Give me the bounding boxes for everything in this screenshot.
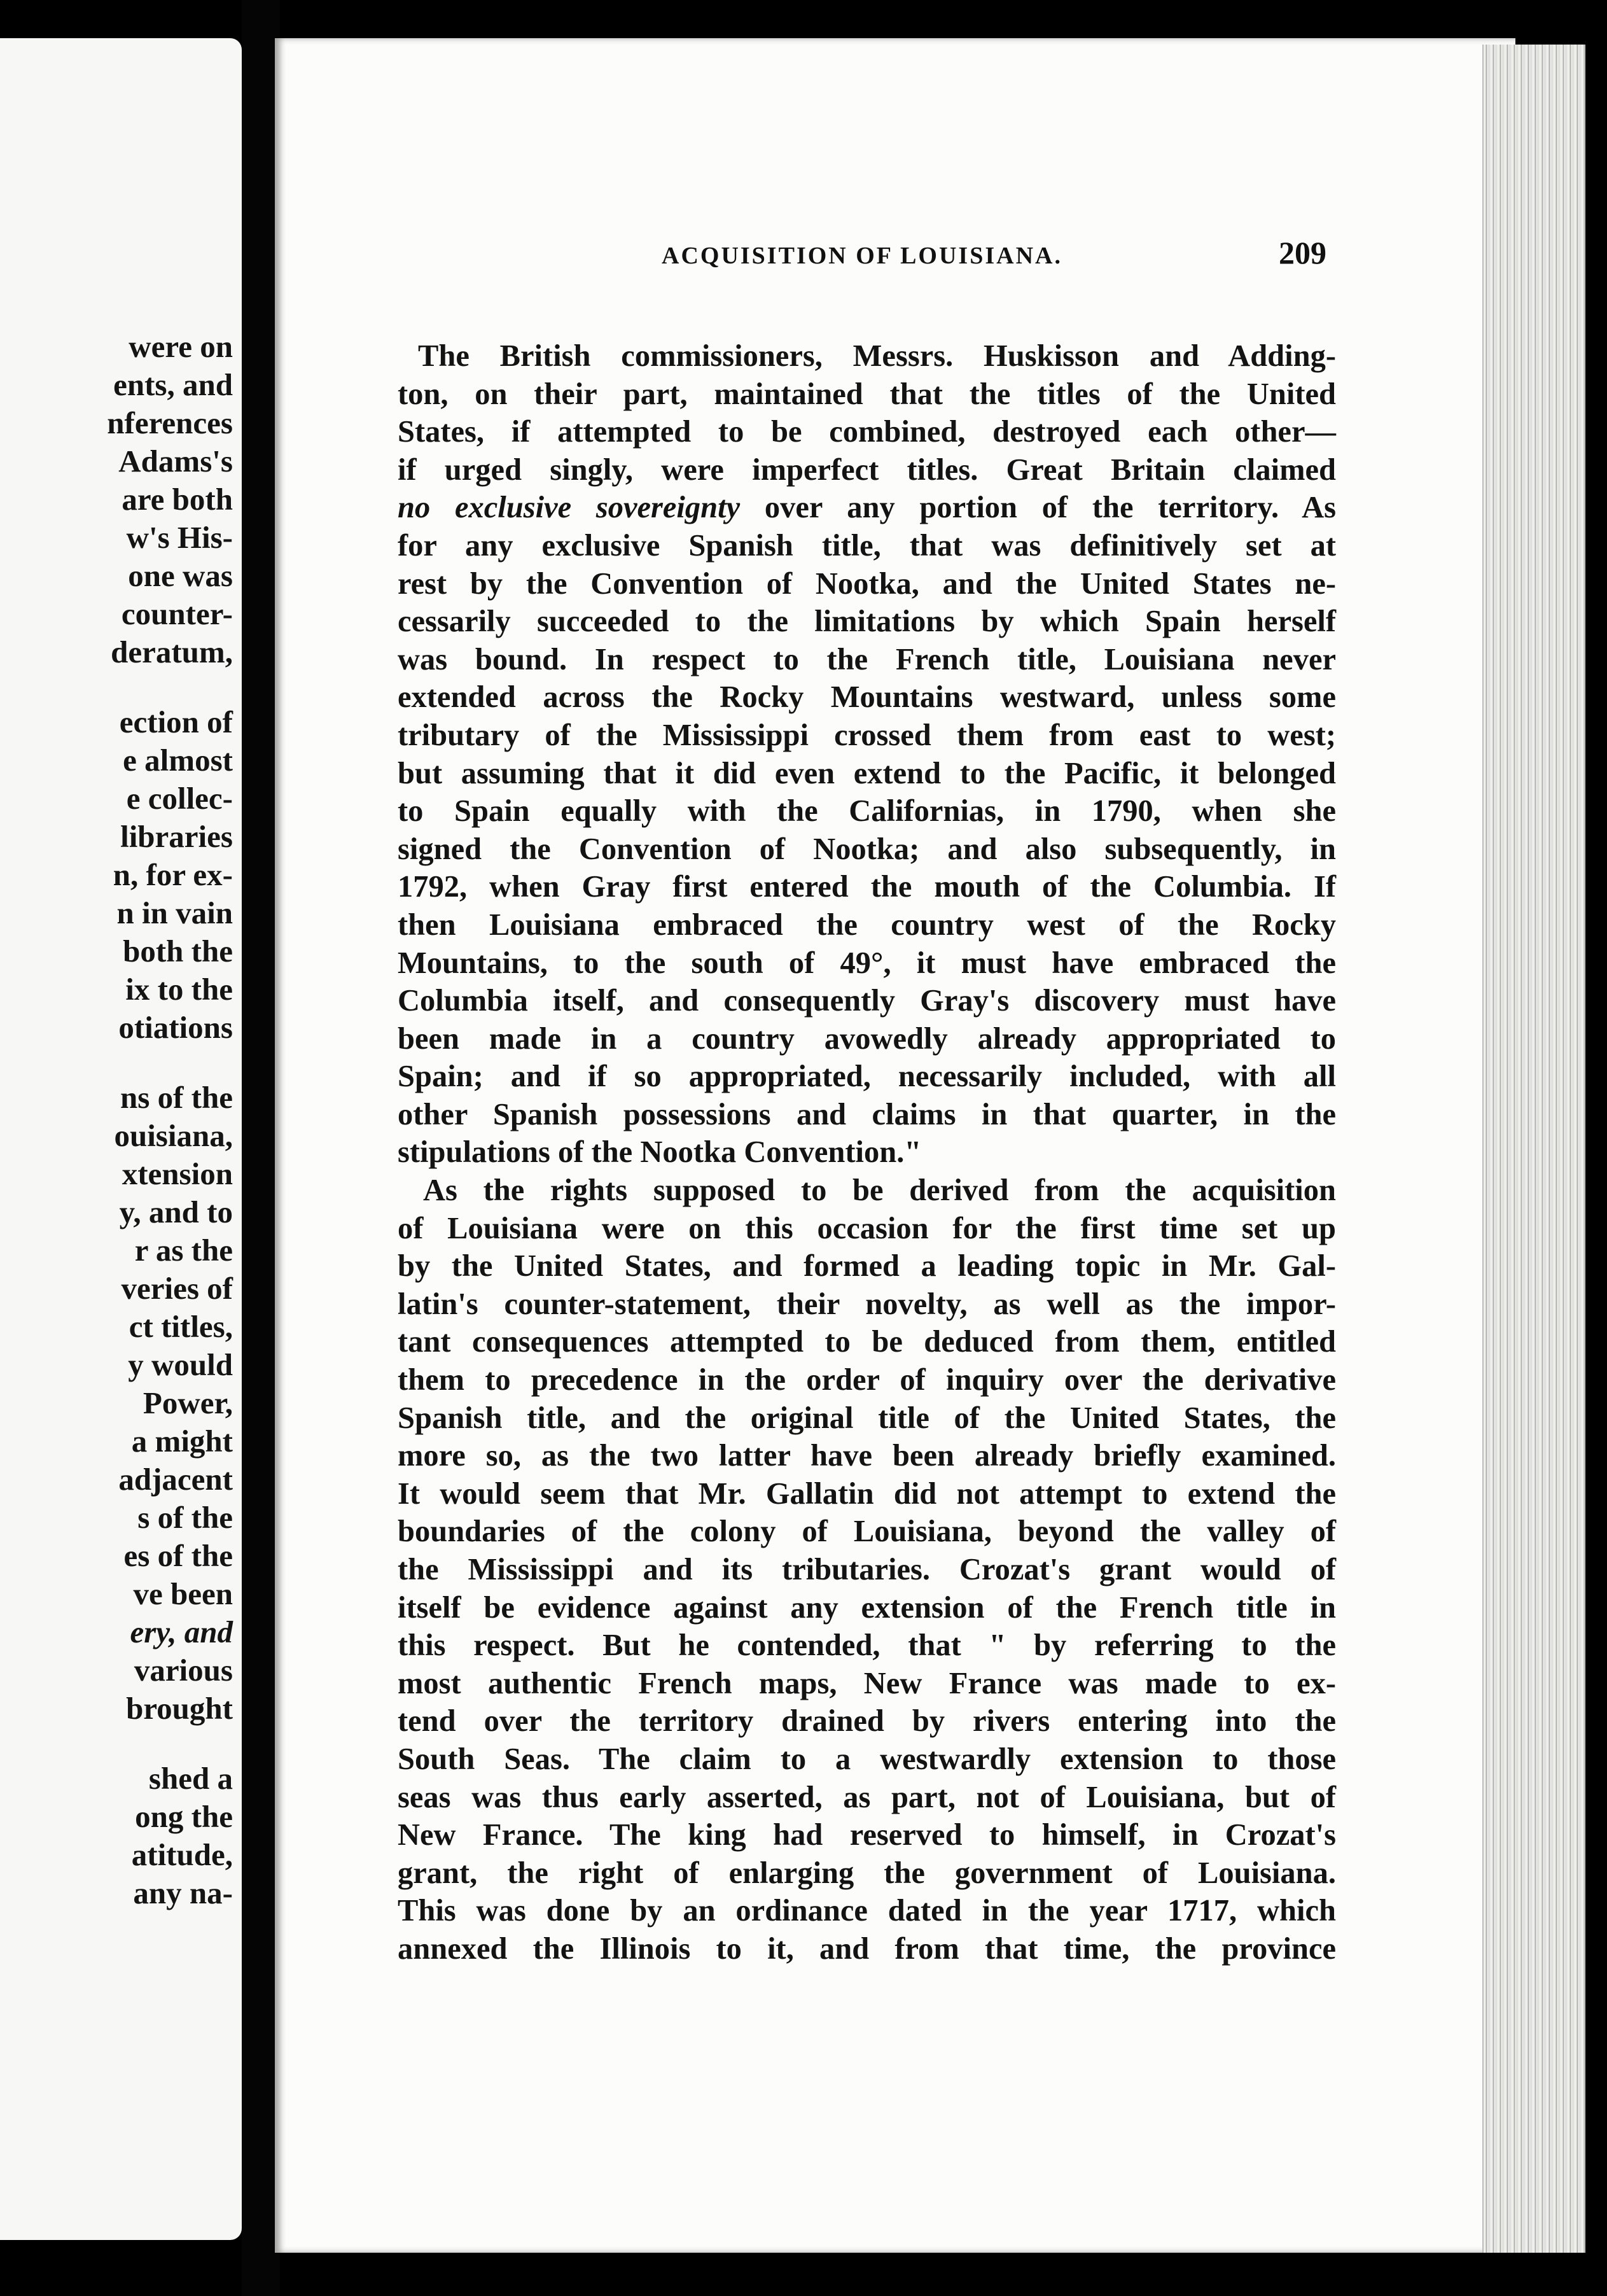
body-line: the Mississippi and its tributaries. Crozat's grant would of	[398, 1553, 1336, 1586]
body-line: most authentic French maps, New France was made to ex-	[398, 1666, 1336, 1700]
left-page-line: ouisiana,	[114, 1118, 233, 1153]
body-line: annexed the Illinois to it, and from that time, the province	[398, 1931, 1336, 1966]
left-page-line: Adams's	[118, 444, 233, 479]
left-page-line: es of the	[123, 1538, 233, 1573]
body-line: This was done by an ordinance dated in the year 1717, which	[398, 1894, 1336, 1928]
left-page-line: nferences	[107, 405, 233, 440]
body-line: ton, on their part, maintained that the titles of the United	[398, 377, 1336, 411]
left-page-line: xtension	[122, 1156, 233, 1191]
body-line: but assuming that it did even extend to the Pacific, it belonged	[398, 756, 1336, 790]
body-line: signed the Convention of Nootka; and also subsequently, in	[398, 832, 1336, 866]
body-line: Mountains, to the south of 49°, it must have embraced the	[398, 946, 1336, 980]
body-line: stipulations of the Nootka Convention."	[398, 1135, 922, 1170]
left-page-line: ery, and	[130, 1614, 233, 1649]
body-line: itself be evidence against any extension of the French title in	[398, 1590, 1336, 1625]
left-page-line: w's His-	[126, 520, 233, 555]
body-line: South Seas. The claim to a westwardly extension to those	[398, 1742, 1336, 1776]
body-line: Columbia itself, and consequently Gray's discovery must have	[398, 984, 1336, 1018]
body-line: New France. The king had reserved to himself, in Crozat's	[398, 1818, 1336, 1852]
body-line: was bound. In respect to the French title, Louisiana never	[398, 642, 1336, 676]
left-page-line: s of the	[137, 1500, 233, 1535]
left-page-line: counter-	[121, 596, 233, 631]
page-edges	[1482, 45, 1585, 2253]
left-page-line: y would	[128, 1347, 233, 1382]
left-page-line: ve been	[133, 1576, 233, 1611]
left-page-line: n, for ex-	[113, 857, 233, 892]
body-line: tant consequences attempted to be deduced from them, entitled	[398, 1325, 1336, 1359]
left-page-line: adjacent	[118, 1462, 233, 1497]
left-page-line: atitude,	[131, 1837, 233, 1872]
body-line: Spanish title, and the original title of the United States, the	[398, 1401, 1336, 1435]
left-page-line: shed a	[148, 1761, 233, 1796]
body-line: It would seem that Mr. Gallatin did not attempt to extend the	[398, 1476, 1336, 1511]
body-line: of Louisiana were on this occasion for the first time set up	[398, 1211, 1336, 1245]
body-line: been made in a country avowedly already appropriated to	[398, 1021, 1336, 1056]
left-page-line: were on	[129, 329, 233, 364]
body-line: grant, the right of enlarging the government of Louisiana.	[398, 1856, 1336, 1890]
body-text	[398, 337, 1336, 1968]
left-page-line: deratum,	[111, 634, 233, 669]
body-line: by the United States, and formed a leading topic in Mr. Gal-	[398, 1249, 1336, 1284]
body-line: The British commissioners, Messrs. Huskisson and Adding-	[418, 339, 1336, 373]
body-line: more so, as the two latter have been already briefly examined.	[398, 1439, 1336, 1473]
left-page-line: otiations	[118, 1010, 233, 1045]
left-page-line: libraries	[120, 819, 233, 854]
body-line: As the rights supposed to be derived from the acquisition	[423, 1173, 1336, 1208]
book-gutter	[242, 0, 280, 2296]
body-line: tributary of the Mississippi crossed them from east to west;	[398, 718, 1336, 752]
left-page-line: various	[134, 1653, 233, 1688]
body-line: this respect. But he contended, that " by referring to the	[398, 1628, 1336, 1663]
body-line: if urged singly, were imperfect titles. Great Britain claimed	[398, 452, 1336, 487]
left-page-line: ns of the	[120, 1080, 233, 1115]
left-page-fragment	[0, 38, 242, 2240]
page-number: 209	[1279, 235, 1326, 270]
running-head: ACQUISITION OF LOUISIANA.	[662, 242, 1062, 269]
left-page-line: ix to the	[125, 972, 233, 1007]
body-line: cessarily succeeded to the limitations by which Spain herself	[398, 605, 1336, 639]
left-page-line: e collec-	[126, 781, 233, 816]
body-line: boundaries of the colony of Louisiana, beyond the valley of	[398, 1515, 1336, 1549]
left-page-line: ong the	[135, 1799, 233, 1834]
left-page-line: are both	[122, 482, 233, 517]
body-line: to Spain equally with the Californias, in 1790, when she	[398, 794, 1336, 829]
left-page-line: veries of	[121, 1271, 233, 1306]
body-line: Spain; and if so appropriated, necessarily included, with all	[398, 1060, 1336, 1094]
left-page-line: y, and to	[119, 1194, 233, 1229]
body-line: tend over the territory drained by rivers entering into the	[398, 1704, 1336, 1739]
left-page-line: r as the	[134, 1233, 233, 1268]
left-page-line: both the	[123, 934, 233, 969]
body-line: 1792, when Gray first entered the mouth of the Columbia. If	[398, 870, 1336, 904]
body-line: extended across the Rocky Mountains westward, unless some	[398, 680, 1336, 715]
left-page-line: Power,	[143, 1385, 233, 1420]
left-page-line: one was	[128, 558, 233, 593]
body-line: rest by the Convention of Nootka, and the United States ne-	[398, 566, 1336, 601]
left-page-line: any na-	[133, 1875, 233, 1910]
left-page-line: n in vain	[116, 895, 233, 930]
body-line: seas was thus early asserted, as part, not of Louisiana, but of	[398, 1780, 1336, 1814]
left-page-line: ct titles,	[129, 1309, 233, 1344]
left-page-line: brought	[126, 1691, 233, 1726]
left-page-line: ents, and	[113, 367, 233, 402]
body-line: them to precedence in the order of inquiry over the derivative	[398, 1363, 1336, 1397]
body-line: then Louisiana embraced the country west of the Rocky	[398, 907, 1336, 942]
body-line: States, if attempted to be combined, destroyed each other—	[398, 415, 1336, 449]
left-page-line: a might	[131, 1424, 233, 1459]
body-line: latin's counter-statement, their novelty, as well as the impor-	[398, 1287, 1336, 1321]
body-line: no exclusive sovereignty over any portion of the territory. As	[398, 491, 1337, 525]
left-page-line: ection of	[119, 704, 233, 739]
body-line: other Spanish possessions and claims in that quarter, in the	[398, 1097, 1336, 1131]
left-page-line: e almost	[123, 743, 233, 778]
body-line: for any exclusive Spanish title, that was definitively set at	[398, 528, 1336, 563]
